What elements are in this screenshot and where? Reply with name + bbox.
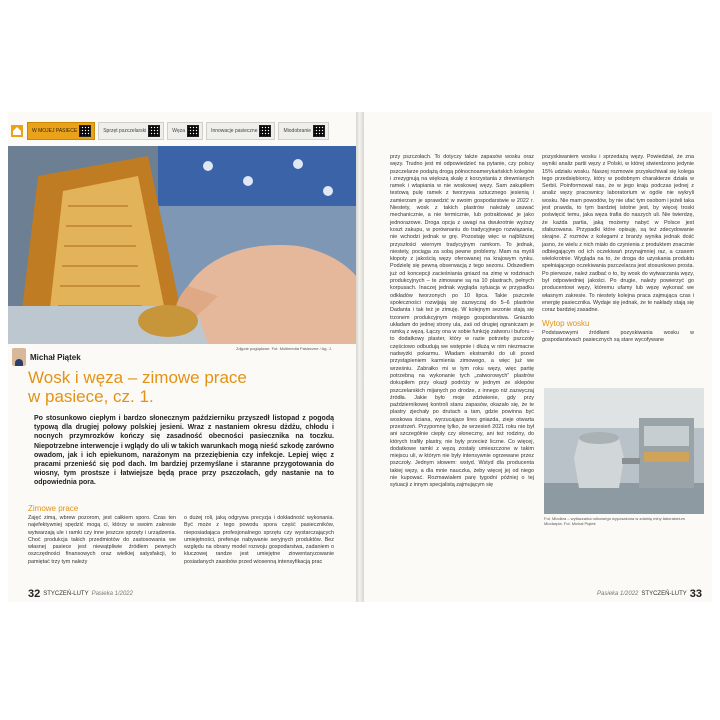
right-footer xyxy=(597,586,702,602)
left-column-2: o dużej roli, jaką odgrywa precyzja i dokładność wykonania. Być może z tego powodu spora część pasieczników, nieposiadająca profesjonalnego sprzętu czy wystarczających umiejętności, preferuje nabywanie seryjnych produktów. Bez względu na obrany model rozwoju gospodarstwa, zadaniem o kluczowej randze jest umiejętne zinwentaryzowanie posiadanych zasobów przed wiosenną intensyfikacją prac xyxy=(184,515,334,565)
left-footer xyxy=(28,586,133,602)
qr-code-icon xyxy=(79,125,91,137)
tab-weza[interactable]: Węza xyxy=(167,122,203,140)
tab-sprzet[interactable]: Sprzęt pszczelarski xyxy=(98,122,164,140)
qr-code-icon xyxy=(187,125,199,137)
tab-w-mojej-pasiece[interactable]: W MOJEJ PASIECE xyxy=(27,122,95,140)
section-subhead: Wytop wosku xyxy=(542,318,590,328)
spine-gutter xyxy=(356,112,364,602)
qr-code-icon xyxy=(313,125,325,137)
wax-melter-photo xyxy=(544,388,704,514)
qr-code-icon xyxy=(259,125,271,137)
author-name: Michał Piątek xyxy=(30,352,81,362)
issue-label: STYCZEŃ-LUTY xyxy=(43,591,89,597)
right-column-1: przy pszczołach. To dotyczy także zapasów wosku oraz węzy. Trudno jest mi odpowiedzieć na pytanie, czy polscy pszczelarze podążą drogą północnoamerykańskich kolegów i zrezygnują na większą skalę z korzystania z drewnianych ramek i wtapiania w nie woskowej węzy. Sam zakupiłem testową pulę ramek z tworzywa sztucznego jesienią i zamierzam je sprawdzić w swoim gospodarstwie w 2022 r. Niestety, wosk z takich plastrów należały usuwać mechanicznie, a nie termicznie, lub potraktować je jako jednorazowe. Droga opcja z uwagi na dwukrotnie wyższy koszt zakupu, w porównaniu do tradycyjnego rozwiązania, nie wchodzi jednak w grę. Pozostaję więc w najbliższej przyszłości wiernym tradycyjnym ramkom. To jednak, niestety, pociąga za sobą pewne problemy. Mam na myśli kłopoty z jakością węzy oferowanej na krajowym rynku. Podzielę się pewną obserwacją z tego sezonu. Odszedłem już od koncepcji zacieśniania gniazd na zimę w rodzinach produkcyjnych – te zimowane są na 10 plastrach, pełnych korpusach. Inaczej jednak wygląda sytuacja w przypadku odkładów tworzonych po 10 lipca. Takie pszczele społeczności rozwijają się zazwyczaj do 5–6 plastrów Dadanta i tak też je zimuję. W kolejnym sezonie stają się trzonem produkcyjnym mojego gospodarstwa. Gniazdo układam do jednej strony ula, zaś od drugiej ograniczam je ramką z węzą. Łączy ona w sobie funkcję zatworu i buforu – to dodatkowy plaster, który w razie potrzeby pszczoły częściowo odbudują we wstępnie i dłużą w nim niezmacne nadwyżki pokarmu. Władam ekstramiki do uli przed przystąpieniem karmienia zimowego, a więc już we wrześniu. Zabrałko mi w tym roku węzy, więc partię potrzebną na wykonanie tych „zatworowych” plastrów dokupiłem przy okazji podróży w jednym ze sklepów pszczelarskich mijanych po drodze, z innego niż zazwyczaj źródła. Jakie było moje zdziwienie, gdy przy październikowej kontroli stanu zapasów, okazało się, że te plastry zjechały po drutach a tam, gdzie powinna być woskowa ściana, wyrzucające lires gniazda, zieje otwarta przestrzeń. Przypomnę tylko, że wrzesień 2021 roku nie był ani szczególnie ciepły czy słoneczny, ani też rodziny, do których trafiły plastry, nie były przecież liczne. Co więcej, dodatkowe ramki z węzą zostały umieszczone w takim miejscu uli, w którym nie były intensywnie ogrzewane przez pszczoły. Jednym słowem: wstyd. Wstyd dla producenta takiej węzy, a dla mnie nauczka, żeby więcej jej od niego nie kupować. Rozmawiałem parę tygodni później o tej sytuacji z innym specjalistą zajmującym się xyxy=(390,154,534,489)
home-icon[interactable] xyxy=(10,124,24,138)
left-page xyxy=(8,112,356,602)
tab-miodobranie[interactable]: Miodobranie xyxy=(278,122,329,140)
tab-innowacje[interactable]: Innowacje pasieczne xyxy=(206,122,275,140)
issue-label: STYCZEŃ-LUTY xyxy=(641,591,687,597)
photo-caption: Fot. Miodkra – wytlaczarka rolkowego wyposażona w zdalnię miny łaboratorium Miodarpia. Fot. Michał Piątek xyxy=(544,516,685,526)
left-body-columns xyxy=(28,504,334,566)
hero-photo xyxy=(8,146,356,344)
page-number: 32 xyxy=(28,588,41,600)
left-column-1: Zimowe prace Zajęć zimą, wbrew pozorom, jest całkiem sporo. Czas ten najefektywniej spędzić mogą ci, którzy w swoim zakresie wytwarzają ule i ramki czy inne jeszcze sprzęty i urządzenia. Choć produkcja takich przedmiotów do zastosowania we własnej pasiece jest niewątpliwie źródłem pewnych oszczędności finansowych oraz wielkiej satysfakcji, to pamiętać trzy tym należy xyxy=(28,504,176,565)
qr-code-icon xyxy=(148,125,160,137)
article-lead: Po stosunkowo ciepłym i bardzo słonecznym październiku przyszedł listopad z pogodą typową dla drugiej połowy polskiej jesieni. Wraz z nastaniem okresu dżdżu, chłodu i nocnych przymrozków kończy się zasadność obecności pasiecznika na toczku. Niepotrzebne interwencje i wglądy do uli w takich warunkach mogą nieść szkodę zarówno owadom, jak i ich epiekunom, narażonym na przeziębienia czy infekcje. Lepiej więc z pracami przenieść się pod dach. Im bardziej przemyślane i staranne przygotowania do wiosny, tym prostsze i łatwiejsze będą prace przy pszczołach, gdy nastanie na to odpowiednia pora. xyxy=(34,415,334,487)
section-subhead: Zimowe prace xyxy=(28,504,79,513)
author-byline xyxy=(12,348,81,366)
brand-label: Pasieka 1/2022 xyxy=(91,591,133,597)
hero-caption: Zdjęcie poglądowe. Fot. Multimedia Pasieczne / Ag. J. xyxy=(236,346,332,351)
author-avatar xyxy=(12,348,26,366)
right-column-2: pozyskiwaniem wosku i sprzedażą węzy. Powiedział, że zna wyniki analiz partii węzy z Polski, w której stwierdzono jedynie 15% udziału wosku. Naszej rozmowie przysłuchiwał się kolega tego przedsiębiorcy, który w podobnym charakterze działa w Serbii. Poinformował nas, że w jego kraju podczas jednej z analiz węzy pracownicy laboratorium w ogóle nie wykryli wosku. Nie mam powodów, by nie ufać tym osobom i jeżeli taka jest prawda, to tym bardziej istotne jest, by więcej troski poświęcić temu, jaka węza trafia do naszych uli. Nie twierdzę, że każda partia, jaką możemy nabyć w Polsce jest sfałszowana. Przypadki które opisuję, są też zdecydowanie skrajne. Z rozmów z kolegami z branży wynika jednak dość jasno, że wielu z nich miało do czynienia z produktem znacznie odbiegającym od ich oczekiwań przynajmniej raz, a czasem wielokrotnie. Wygląda na to, że droga do uzyskania produktu spełniającego oczekiwania pszczelarza jest stosunkowo prosta. Po pierwsze, należ zadbać o to, by wosk do wytwarzania węzy, był odpowiedniej jakości. Po drugie, należy powierzyć go producentowi węzy, któremu ufamy lub węzę wykonać we własnym zakresie. To niestety kolejna praca zajmująca czas i energię pasiecznika. Wydaje się jednak, że te nakłady stają się coraz bardziej zasadne. Wytop wosku Podstawowymi źródłami pozyskiwania wosku w gospodarstwach pasiecznych są stare wycofywane xyxy=(542,154,694,343)
page-number: 33 xyxy=(689,588,702,600)
right-page xyxy=(364,112,712,602)
brand-label: Pasieka 1/2022 xyxy=(597,591,639,597)
article-title: Wosk i węza – zimowe prace w pasiece, cz. 1. xyxy=(28,368,247,406)
section-nav xyxy=(8,120,356,142)
